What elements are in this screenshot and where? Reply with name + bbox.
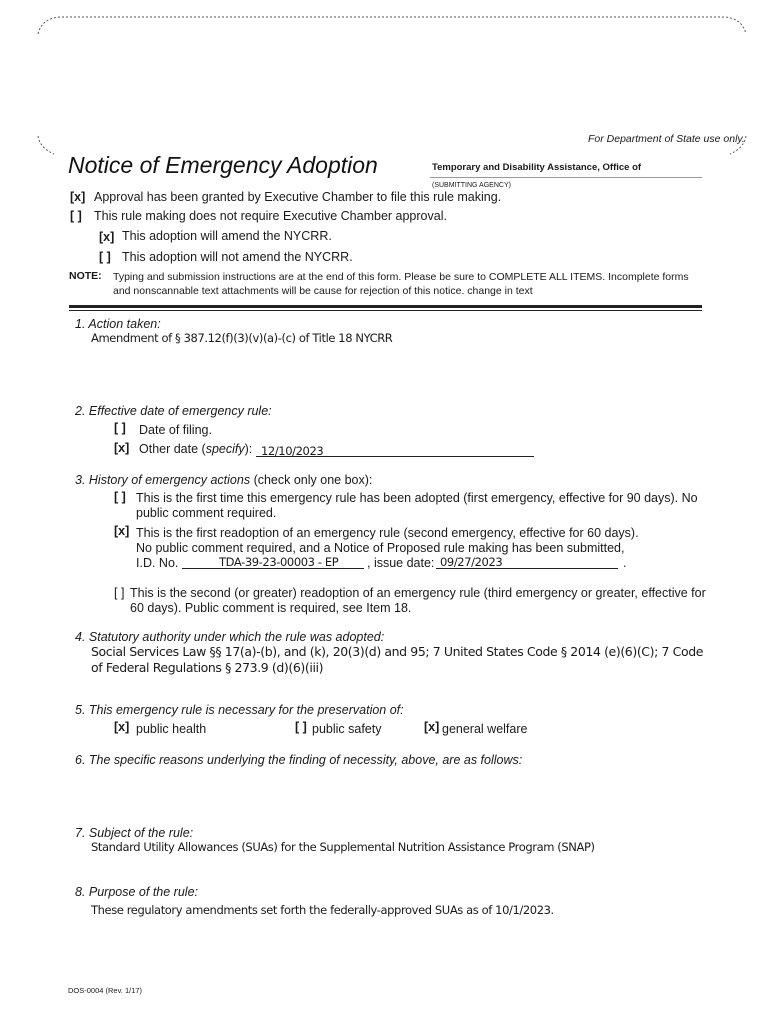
date-of-filing-checkbox[interactable]: [ ]: [114, 421, 126, 435]
section-divider: [69, 305, 702, 308]
approval-granted-text: Approval has been granted by Executive Chamber to file this rule making.: [94, 190, 502, 204]
date-of-filing-text: Date of filing.: [139, 423, 212, 437]
form-id: DOS-0004 (Rev. 1/17): [68, 986, 143, 995]
issue-date-label: , issue date:: [367, 556, 435, 570]
note-text: Typing and submission instructions are at the end of this form. Please be sure to COMPLETE ALL ITEMS. Incomplete forms and nonscannable text attachments will be cause for rejection of this notice. change in text: [113, 271, 689, 297]
approval-granted-checkbox[interactable]: [x]: [70, 190, 86, 204]
approval-not-required-text: This rule making does not require Executive Chamber approval.: [94, 209, 447, 223]
amend-nycrr-text: This adoption will amend the NYCRR.: [122, 229, 332, 243]
general-welfare-checkbox[interactable]: [x]: [424, 720, 440, 734]
first-emergency-checkbox[interactable]: [ ]: [114, 490, 126, 504]
other-date-checkbox[interactable]: [x]: [114, 441, 130, 455]
other-date-label: Other date (specify):: [139, 442, 253, 456]
first-readoption-line2: No public comment required, and a Notice of Proposed rule making has been submitted,: [136, 541, 625, 555]
item5-heading: 5. This emergency rule is necessary for the preservation of:: [75, 703, 404, 717]
public-health-checkbox[interactable]: [x]: [114, 720, 130, 734]
approval-not-required-checkbox[interactable]: [ ]: [70, 209, 82, 223]
state-use-label: For Department of State use only.: [588, 133, 745, 145]
second-readoption-text: This is the second (or greater) readoption of an emergency rule (third emergency or greater, effective for 60 days). Public comment is required, see Item 18.: [130, 586, 706, 615]
first-readoption-line1: This is the first readoption of an emergency rule (second emergency, effective for 60 days).: [136, 526, 639, 540]
public-safety-text: public safety: [312, 722, 382, 736]
item8-heading: 8. Purpose of the rule:: [75, 885, 198, 899]
item8-answer: These regulatory amendments set forth the federally-approved SUAs as of 10/1/2023.: [91, 903, 554, 917]
item1-heading: 1. Action taken:: [75, 317, 161, 331]
first-readoption-checkbox[interactable]: [x]: [114, 524, 130, 538]
issue-date-period: .: [623, 556, 627, 570]
section-divider-thin: [69, 310, 702, 311]
issue-date-underline: [436, 568, 618, 569]
first-emergency-text: This is the first time this emergency rule has been adopted (first emergency, effective for 90 days). No public comment required.: [136, 491, 698, 520]
id-number-underline: [182, 568, 364, 569]
item3-heading: 3. History of emergency actions (check only one box):: [75, 473, 373, 487]
public-health-text: public health: [136, 722, 207, 736]
submitting-agency-name: Temporary and Disability Assistance, Office of: [432, 162, 642, 173]
id-number-value[interactable]: TDA-39-23-00003 - EP: [219, 555, 339, 569]
amend-nycrr-checkbox[interactable]: [x]: [99, 230, 115, 244]
id-number-label: I.D. No.: [136, 556, 179, 570]
item4-answer: Social Services Law §§ 17(a)-(b), and (k), 20(3)(d) and 95; 7 United States Code § 2014 (e)(6)(C); 7 Code of Federal Regulations § 273.9 (d)(6)(iii): [91, 644, 704, 675]
other-date-value[interactable]: 12/10/2023: [261, 444, 324, 458]
issue-date-value[interactable]: 09/27/2023: [440, 555, 503, 569]
not-amend-nycrr-text: This adoption will not amend the NYCRR.: [122, 250, 353, 264]
general-welfare-text: general welfare: [442, 722, 528, 736]
not-amend-nycrr-checkbox[interactable]: [ ]: [99, 250, 111, 264]
other-date-underline: [256, 456, 534, 457]
item1-answer: Amendment of § 387.12(f)(3)(v)(a)-(c) of Title 18 NYCRR: [91, 331, 393, 345]
agency-underline: [430, 177, 702, 178]
public-safety-checkbox[interactable]: [ ]: [295, 720, 307, 734]
second-readoption-checkbox[interactable]: [ ]: [114, 586, 125, 600]
item4-heading: 4. Statutory authority under which the rule was adopted:: [75, 630, 385, 644]
item7-heading: 7. Subject of the rule:: [75, 826, 194, 840]
page-title: Notice of Emergency Adoption: [68, 152, 378, 178]
note-label: NOTE:: [69, 270, 102, 282]
corner-mark-top: [36, 14, 748, 44]
item2-heading: 2. Effective date of emergency rule:: [75, 404, 272, 418]
item6-heading: 6. The specific reasons underlying the finding of necessity, above, are as follows:: [75, 753, 523, 767]
submitting-agency-caption: (SUBMITTING AGENCY): [432, 182, 511, 189]
item7-answer: Standard Utility Allowances (SUAs) for the Supplemental Nutrition Assistance Program (SNAP): [91, 840, 595, 854]
